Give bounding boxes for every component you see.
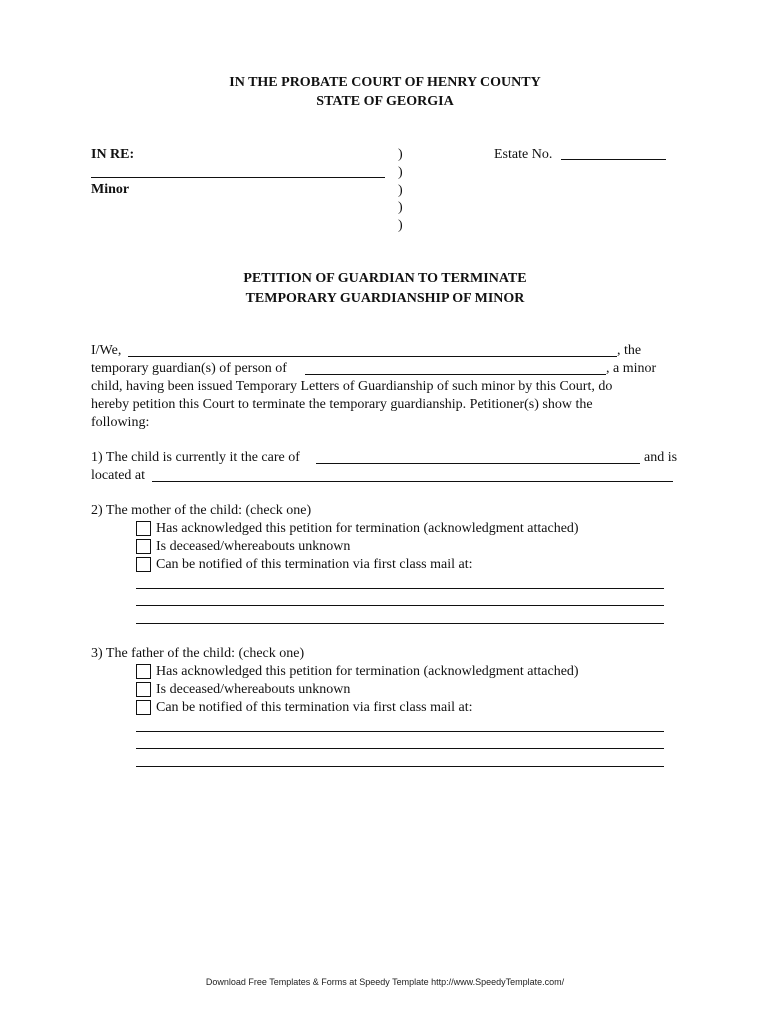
estate-no-label: Estate No. [494,147,553,162]
petition-title-line1: PETITION OF GUARDIAN TO TERMINATE [243,271,527,286]
estate-no-line[interactable] [561,159,666,160]
located-at-label: located at [91,468,146,483]
caption-paren-3: ) [398,183,403,198]
mother-acknowledged-label: Has acknowledged this petition for termination (acknowledgment attached) [156,521,579,536]
mother-acknowledged-checkbox[interactable] [136,521,151,536]
intro-line-5: following: [91,415,150,430]
father-address-line-3[interactable] [136,766,664,767]
father-acknowledged-checkbox[interactable] [136,664,151,679]
temp-guardian-label: temporary guardian(s) of person of [91,361,287,376]
intro-line-3: child, having been issued Temporary Letters of Guardianship of such minor by this Court, do [91,379,613,394]
mother-heading: 2) The mother of the child: (check one) [91,503,312,518]
mother-mail-label: Can be notified of this termination via first class mail at: [156,557,473,572]
father-mail-checkbox[interactable] [136,700,151,715]
caption-paren-5: ) [398,218,403,233]
father-address-line-2[interactable] [136,748,664,749]
father-deceased-checkbox[interactable] [136,682,151,697]
intro-line-4: hereby petition this Court to terminate the temporary guardianship. Petitioner(s) show the [91,397,593,412]
caption-paren-1: ) [398,147,403,162]
minor-of-line[interactable] [305,374,606,375]
father-mail-label: Can be notified of this termination via first class mail at: [156,700,473,715]
petitioner-name-line[interactable] [128,356,617,357]
state-heading: STATE OF GEORGIA [316,94,454,109]
caption-paren-2: ) [398,165,403,180]
mother-address-line-1[interactable] [136,588,664,589]
footer-download-text: Download Free Templates & Forms at Speedy Template http://www.SpeedyTemplate.com/ [205,977,565,987]
care-of-line[interactable] [316,463,640,464]
iwe-label: I/We, [91,343,122,358]
father-address-line-1[interactable] [136,731,664,732]
minor-label: Minor [91,182,130,197]
petition-title-line2: TEMPORARY GUARDIANSHIP OF MINOR [245,291,525,306]
located-at-line[interactable] [152,481,673,482]
mother-address-line-3[interactable] [136,623,664,624]
a-minor-label: , a minor [606,361,657,376]
care-of-label: 1) The child is currently it the care of [91,450,300,465]
father-heading: 3) The father of the child: (check one) [91,646,305,661]
in-re-label: IN RE: [91,147,135,162]
and-is-label: and is [644,450,678,465]
mother-deceased-checkbox[interactable] [136,539,151,554]
mother-deceased-label: Is deceased/whereabouts unknown [156,539,351,554]
caption-paren-4: ) [398,200,403,215]
minor-name-line[interactable] [91,177,385,178]
mother-mail-checkbox[interactable] [136,557,151,572]
father-acknowledged-label: Has acknowledged this petition for termination (acknowledgment attached) [156,664,579,679]
mother-address-line-2[interactable] [136,605,664,606]
father-deceased-label: Is deceased/whereabouts unknown [156,682,351,697]
the-label: , the [617,343,642,358]
court-heading: IN THE PROBATE COURT OF HENRY COUNTY [229,75,541,90]
